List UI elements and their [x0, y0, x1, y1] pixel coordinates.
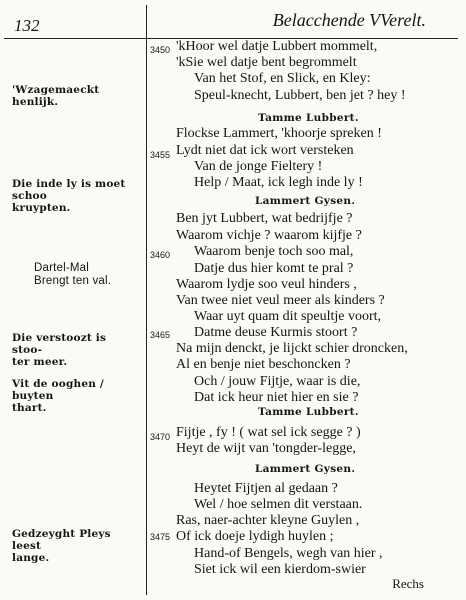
verse-line: Speul-knecht, Lubbert, ben jet ? hey !: [194, 88, 406, 103]
verse-line: Heyt de wijt van 'tongder-legge,: [176, 441, 356, 456]
verse-line: Ben jyt Lubbert, wat bedrijfje ?: [176, 211, 353, 226]
verse-line: Siet ick wil een kierdom-swier: [194, 562, 366, 577]
verse-line: Hand-of Bengels, wegh van hier ,: [194, 546, 383, 561]
verse-line: Heytet Fijtjen al gedaan ?: [194, 481, 338, 496]
line-number: 3475: [150, 532, 171, 542]
margin-note: 'Wzagemaeckt henlijk.: [12, 84, 100, 108]
verse-line: Na mijn denckt, je lijckt schier droncken,: [176, 341, 408, 356]
verse-line: Waarom benje toch soo mal,: [194, 244, 354, 259]
verse-line: Waarom lydje soo veul hinders ,: [176, 277, 357, 292]
verse-line: Och / jouw Fijtje, waar is die,: [194, 374, 361, 389]
verse-line: Datje dus hier komt te pral ?: [194, 261, 354, 276]
margin-note: Gedzeyght Pleys leest lange.: [12, 528, 111, 564]
margin-note: Vit de ooghen / buyten thart.: [12, 378, 104, 414]
verse-line: Dat ick heur niet hier en sie ?: [194, 390, 359, 405]
speaker-name: Lammert Gysen.: [255, 195, 356, 207]
page-header: [0, 0, 466, 40]
verse-line: 'kSie wel datje bent begrommelt: [176, 55, 357, 70]
verse-line: Help / Maat, ick legh inde ly !: [194, 175, 363, 190]
margin-note: Dartel-Mal Brengt ten val.: [34, 262, 112, 287]
verse-line: Waarom vichje ? waarom kijfje ?: [176, 228, 362, 243]
page-number: 132: [14, 16, 40, 35]
verse-line: Fijtje , fy ! ( wat sel ick segge ? ): [176, 425, 361, 440]
verse-line: Van het Stof, en Slick, en Kley:: [194, 71, 371, 86]
verse-line: Flockse Lammert, 'khoorje spreken !: [176, 126, 382, 141]
verse-line: Al en benje niet beschoncken ?: [176, 357, 351, 372]
margin-rule: [146, 5, 147, 595]
verse-line: Datme deuse Kurmis stoort ?: [194, 325, 358, 340]
line-number: 3450: [150, 45, 171, 55]
verse-line: Van de jonge Fieltery !: [194, 159, 323, 174]
catchword: Rechs: [392, 576, 424, 591]
line-number: 3460: [150, 250, 171, 260]
verse-line: Waar uyt quam dit speultje voort,: [194, 309, 382, 324]
line-number: 3470: [150, 432, 171, 442]
margin-note: Die verstoozt is stoo- ter meer.: [12, 332, 107, 368]
speaker-name: Lammert Gysen.: [255, 463, 356, 475]
margin-note: Die inde ly is moet schoo kruypten.: [12, 178, 126, 214]
verse-line: Ras, naer-achter kleyne Guylen ,: [176, 513, 360, 528]
speaker-name: Tamme Lubbert.: [258, 112, 359, 124]
verse-line: Of ick doeje lydigh huylen ;: [176, 529, 334, 544]
verse-line: Wel / hoe selmen dit verstaan.: [194, 497, 363, 512]
verse-line: 'kHoor wel datje Lubbert mommelt,: [176, 39, 378, 54]
line-number: 3465: [150, 330, 171, 340]
line-number: 3455: [150, 150, 171, 160]
speaker-name: Tamme Lubbert.: [258, 406, 359, 418]
verse-line: Lydt niet dat ick wort versteken: [176, 143, 354, 158]
verse-line: Van twee niet veul meer als kinders ?: [176, 293, 385, 308]
running-title: Belacchende VVerelt.: [272, 10, 426, 30]
